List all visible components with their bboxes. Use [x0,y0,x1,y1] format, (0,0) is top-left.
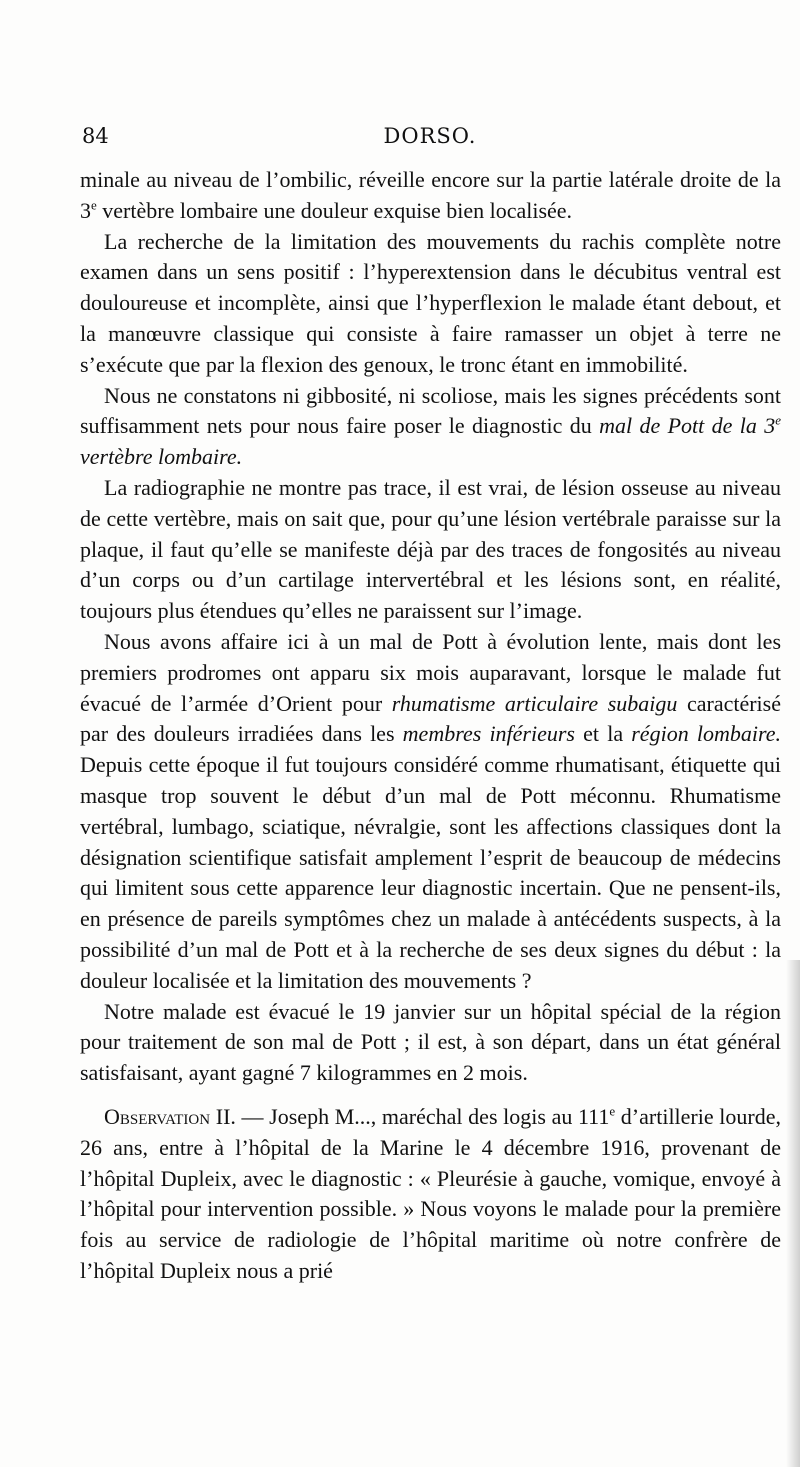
paragraph [80,165,781,227]
text-run: Depuis cette époque il fut toujours considéré comme rhumatisant, étiquette qui masque trop souvent le début d’un mal de Pott méconnu. Rhumatisme vertébral, lumbago, sciatique, névralgie, sont les affections classiques dont la désignation scientifique satisfait amplement l’esprit de beaucoup de médecins qui limitent sous cette apparence leur diagnostic incertain. Que ne pensent-ils, en présence de pareils symptômes chez un malade à antécédents suspects, à la possibilité d’un mal de Pott et à la recherche de ses deux signes du début : la douleur localisée et la limitation des mouvements ? [80,752,781,993]
text-run: Nous avons affaire ici à un mal de Pott à évolution lente, mais dont les premiers prodromes ont apparu six mois auparavant, lorsque le malade fut évacué de l’armée d’Orient pour [80,628,781,716]
paragraph [80,227,781,381]
superscript: e [775,413,782,429]
running-head: DORSO. [383,124,477,148]
page-header [82,124,778,156]
paragraph [80,473,781,627]
observation-label: Observation [104,1103,211,1129]
italic-text: mal de Pott de la 3 [599,413,776,439]
page-number: 84 [82,124,109,148]
italic-text: région lombaire. [631,721,781,747]
text-run: Notre malade est évacué le 19 janvier sur un hôpital spécial de la région pour traitement de son mal de Pott ; il est, à son départ, dans un état général satisfaisant, ayant gagné 7 kilogrammes en 2 mois. [80,998,781,1086]
paragraph [80,997,781,1089]
text-run: Nous ne constatons ni gibbosité, ni scoliose, mais les signes précédents sont suffisamment nets pour nous faire poser le diagnostic du [80,382,781,439]
text-run: La recherche de la limitation des mouvements du rachis complète notre examen dans un sens positif : l’hyperextension dans le décubitus ventral est douloureuse et incomplète, ainsi que l’hyperflexion le malade étant debout, et la manœuvre classique qui consiste à faire ramasser un objet à terre ne s’exécute que par la flexion des genoux, le tronc étant en immobilité. [80,228,781,377]
text-run: La radiographie ne montre pas trace, il est vrai, de lésion osseuse au niveau de cette vertèbre, mais on sait que, pour qu’une lésion vertébrale paraisse sur la plaque, il faut qu’elle se manifeste déjà par des traces de fongosités au niveau d’un corps ou d’un cartilage intervertébral et les lésions sont, en réalité, toujours plus étendues qu’elles ne paraissent sur l’image. [80,474,781,624]
text-run: minale au niveau de l’ombilic, réveille encore sur la partie latérale droite de la 3 [80,167,781,223]
paragraph [80,381,781,473]
text-run: caractérisé par des douleurs irradiées dans les [80,690,781,747]
text-run: d’artillerie lourde, 26 ans, entre à l’hôpital de la Marine le 4 décembre 1916, provenant de l’hôpital Dupleix, avec le diagnostic : « Pleurésie à gauche, vomique, envoyé à l’hôpital pour intervention possible. » Nous voyons le malade pour la première fois au service de radiologie de l’hôpital maritime où notre confrère de l’hôpital Dupleix nous a prié [80,1103,781,1283]
text-run: II. — Joseph M..., maréchal des logis au 111 [210,1103,610,1129]
text-run: vertèbre lombaire une douleur exquise bien localisée. [96,197,573,223]
page-edge-shadow [786,960,800,1467]
superscript: e [91,197,97,213]
superscript: e [609,1103,616,1119]
italic-text: rhumatisme articulaire subaigu [391,690,678,716]
body-text [80,165,781,1287]
italic-text: vertèbre lombaire. [80,444,243,470]
text-run: et la [575,721,632,747]
italic-text: membres inférieurs [402,721,575,747]
paragraph [80,627,781,997]
paragraph [80,1102,781,1287]
